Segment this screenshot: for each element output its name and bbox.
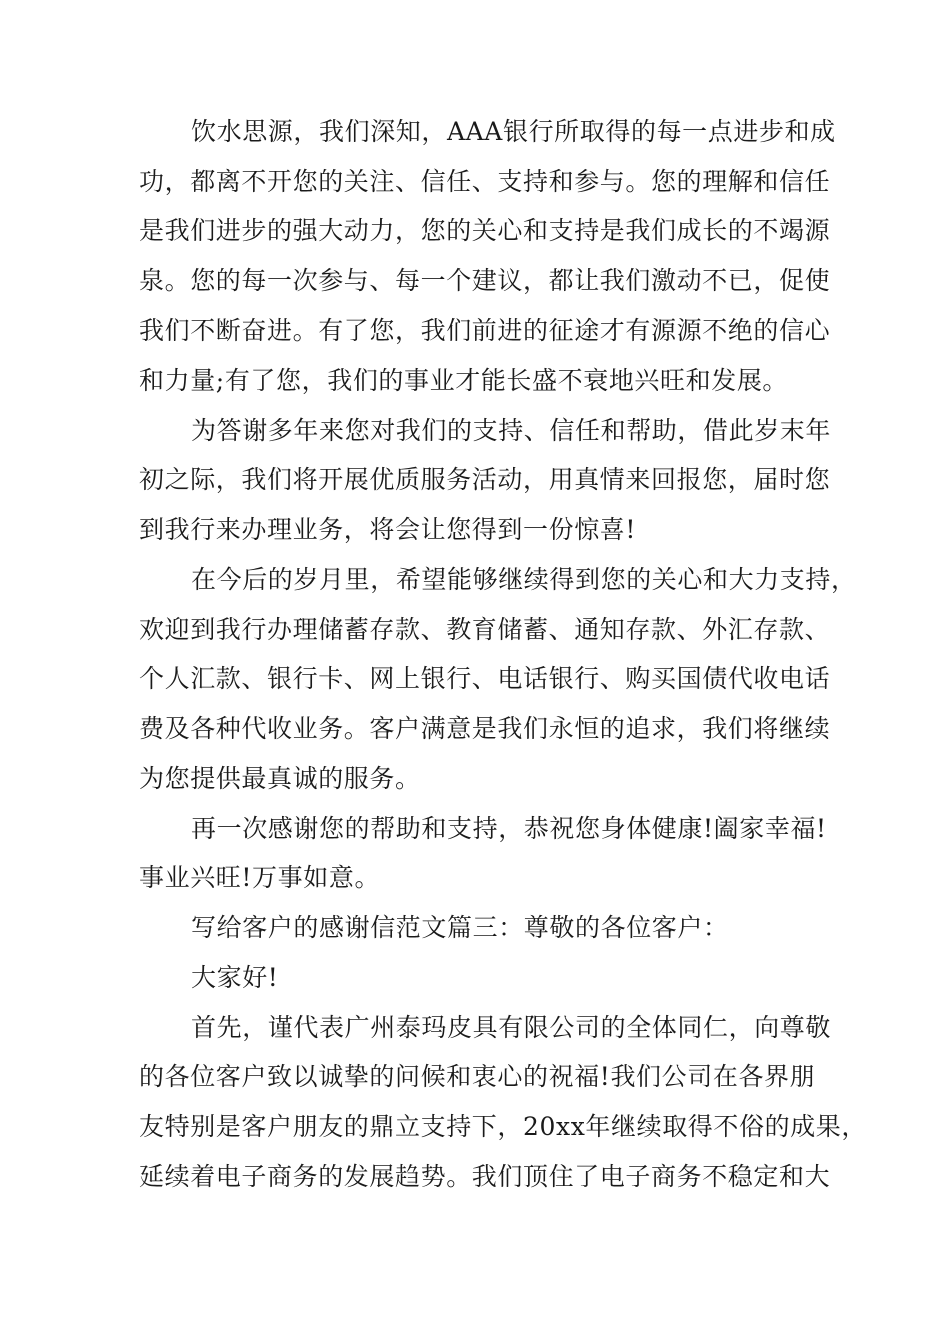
- text-line: 再一次感谢您的帮助和支持，恭祝您身体健康!阖家幸福!: [191, 814, 827, 843]
- text-line: 我们不断奋进。有了您，我们前进的征途才有源源不绝的信心: [139, 316, 831, 345]
- text-line: 个人汇款、银行卡、网上银行、电话银行、购买国债代收电话: [139, 664, 831, 693]
- text-line: 费及各种代收业务。客户满意是我们永恒的追求，我们将继续: [139, 714, 831, 743]
- text-line: 初之际，我们将开展优质服务活动，用真情来回报您，届时您: [139, 465, 831, 494]
- text-line: 功，都离不开您的关注、信任、支持和参与。您的理解和信任: [139, 167, 831, 196]
- text-line: 饮水思源，我们深知，AAA银行所取得的每一点进步和成: [191, 117, 836, 146]
- text-line: 为您提供最真诚的服务。: [139, 764, 421, 793]
- text-line: 延续着电子商务的发展趋势。我们顶住了电子商务不稳定和大: [139, 1162, 831, 1191]
- text-line: 泉。您的每一次参与、每一个建议，都让我们激动不已，促使: [139, 266, 831, 295]
- text-line: 为答谢多年来您对我们的支持、信任和帮助，借此岁末年: [191, 416, 832, 445]
- text-line: 的各位客户致以诚挚的问候和衷心的祝福!我们公司在各界朋: [139, 1062, 816, 1091]
- text-line: 写给客户的感谢信范文篇三：尊敬的各位客户：: [191, 913, 729, 942]
- text-line: 是我们进步的强大动力，您的关心和支持是我们成长的不竭源: [139, 216, 831, 245]
- text-line: 欢迎到我行办理储蓄存款、教育储蓄、通知存款、外汇存款、: [139, 615, 831, 644]
- text-line: 和力量;有了您，我们的事业才能长盛不衰地兴旺和发展。: [139, 366, 789, 395]
- text-line: 首先，谨代表广州泰玛皮具有限公司的全体同仁，向尊敬: [191, 1013, 832, 1042]
- text-line: 友特别是客户朋友的鼎立支持下，20xx年继续取得不俗的成果，: [139, 1112, 868, 1141]
- text-line: 大家好!: [191, 963, 279, 992]
- text-line: 事业兴旺!万事如意。: [139, 863, 381, 892]
- text-line: 到我行来办理业务，将会让您得到一份惊喜!: [139, 515, 637, 544]
- text-line: 在今后的岁月里，希望能够继续得到您的关心和大力支持，: [191, 565, 857, 594]
